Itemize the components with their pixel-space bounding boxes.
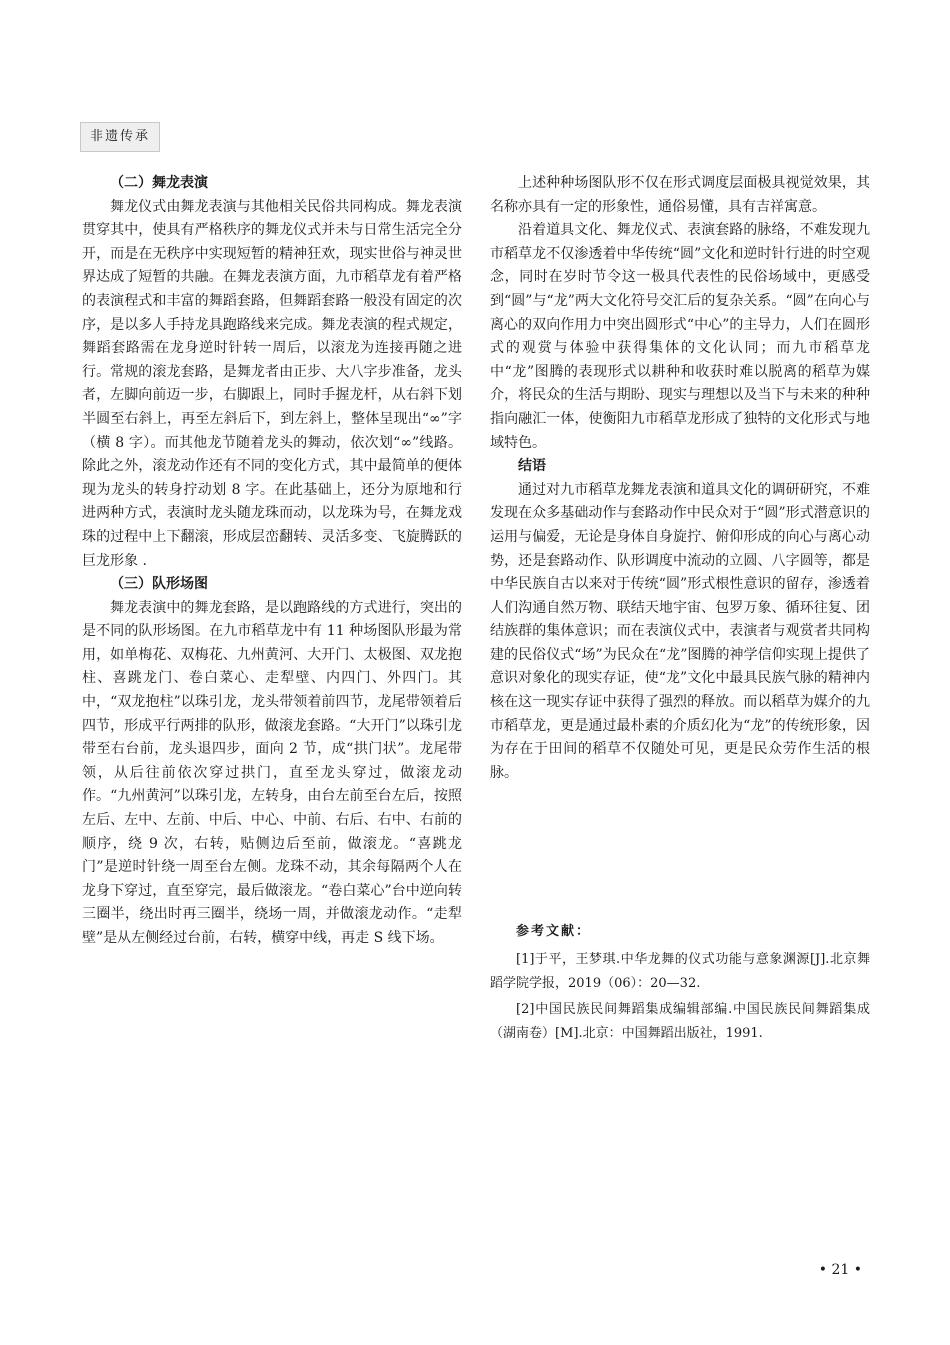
- references: [490, 920, 870, 1048]
- section-heading-formation: （三）队形场图: [110, 576, 208, 593]
- section-heading-dance: （二）舞龙表演: [110, 175, 208, 191]
- paragraph-conclusion: 通过对九市稻草龙舞龙表演和道具文化的调研研究，不难发现在众多基础动作与套路动作中民众对于“圆”形式潜意识的运用与偏爱，无论是身体自身旋拧、俯仰形成的向心与离心动势，还是套路动作、队形调度中流动的立圆、八字圆等，都是中华民族自古以来对于传统“圆”形式根性意识的留存，渗透着人们沟通自然万物、联结天地宇宙、包罗万象、循环往复、团结族群的集体意识；而在表演仪式中，表演者与观赏者共同构建的民俗仪式“场”为民众在“龙”图腾的神学信仰实现上提供了意识对象化的现实存证，使“龙”文化中最具民族气脉的精神内核在这一现实存证中获得了强烈的释放。而以稻草为媒介的九市稻草龙，更是通过最朴素的介质幻化为“龙”的传统形象，因为存在于田间的稻草不仅随处可见，更是民众劳作生活的根脉。: [490, 481, 870, 781]
- paragraph-formation-summary: 上述种种场图队形不仅在形式调度层面极具视觉效果，其名称亦具有一定的形象性，通俗易懂，具有吉祥寓意。: [490, 175, 870, 215]
- page-number: • 21 •: [818, 1262, 862, 1278]
- reference-item: [2]中国民族民间舞蹈集成编辑部编.中国民族民间舞蹈集成（湖南卷）[M].北京：中国舞蹈出版社，1991.: [490, 1002, 870, 1041]
- references-heading: 参考文献：: [516, 924, 592, 939]
- right-column: [490, 172, 870, 785]
- paragraph-dance-performance: 舞龙仪式由舞龙表演与其他相关民俗共同构成。舞龙表演贯穿其中，使具有严格秩序的舞龙仪式并未与日常生活完全分开，而是在无秩序中实现短暂的精神狂欢，现实世俗与神灵世界达成了短暂的共融。在舞龙表演方面，九市稻草龙有着严格的表演程式和丰富的舞蹈套路，但舞蹈套路一般没有固定的次序，是以多人手持龙具跑路线来完成。舞龙表演的程式规定，舞蹈套路需在龙身逆时针转一周后，以滚龙为连接再随之进行。常规的滚龙套路，是舞龙者由正步、大八字步准备，龙头者，左脚向前迈一步，右脚跟上，同时手握龙杆，从右斜下划半圆至右斜上，再至左斜后下，到左斜上，整体呈现出“∞”字（横 8 字）。而其他龙节随着龙头的舞动，依次划“∞”线路。除此之外，滚龙动作还有不同的变化方式，其中最简单的便体现为龙头的转身拧动划 8 字。在此基础上，还分为原地和行进两种方式，表演时龙头随龙珠而动，以龙珠为号，在舞龙戏珠的过程中上下翻滚，形成层峦翻转、灵活多变、飞旋腾跃的巨龙形象 .: [82, 198, 462, 569]
- paragraph-formation: 舞龙表演中的舞龙套路，是以跑路线的方式进行，突出的是不同的队形场图。在九市稻草龙中有 11 种场图队形最为常用，如单梅花、双梅花、九州黄河、大开门、太极图、双龙抱柱、喜跳龙门、卷白菜心、走犁壁、内四门、外四门。其中，“双龙抱柱”以珠引龙，龙头带领着前四节，龙尾带领着后四节，形成平行两排的队形，做滚龙套路。“大开门”以珠引龙带至右台前，龙头退四步，面向 2 节，成“拱门状”。龙尾带领，从后往前依次穿过拱门，直至龙头穿过，做滚龙动作。“九州黄河”以珠引龙，左转身，由台左前至台左后，按照左后、左中、左前、中后、中心、中前、右后、右中、右前的顺序，绕 9 次，右转，贴侧边后至前，做滚龙。“喜跳龙门”是逆时针绕一周至台左侧。龙珠不动，其余每隔两个人在龙身下穿过，直至穿完，最后做滚龙。“卷白菜心”台中逆向转三圈半，绕出时再三圈半，绕场一周，并做滚龙动作。“走犁壁”是从左侧经过台前，右转，横穿中线，再走 S 线下场。: [82, 599, 462, 946]
- section-heading-conclusion: 结语: [518, 458, 546, 475]
- paragraph-circle-culture: 沿着道具文化、舞龙仪式、表演套路的脉络，不难发现九市稻草龙不仅渗透着中华传统“圆”文化和逆时针行进的时空观念，同时在岁时节令这一极具代表性的民俗场域中，更感受到“圆”与“龙”两大文化符号交汇后的复杂关系。“圆”在向心与离心的双向作用力中突出圆形式“中心”的主导力，人们在圆形式的观赏与体验中获得集体的文化认同；而九市稻草龙中“龙”图腾的表现形式以耕种和收获时难以脱离的稻草为媒介，将民众的生活与期盼、现实与理想以及当下与未来的种种指向融汇一体，使衡阳九市稻草龙形成了独特的文化形式与地域特色。: [490, 222, 870, 451]
- reference-item: [1]于平，王梦琪.中华龙舞的仪式功能与意象渊源[J].北京舞蹈学院学报，2019（06）：20—32.: [490, 952, 870, 991]
- left-column: [82, 172, 462, 951]
- section-tag: 非遗传承: [80, 122, 160, 152]
